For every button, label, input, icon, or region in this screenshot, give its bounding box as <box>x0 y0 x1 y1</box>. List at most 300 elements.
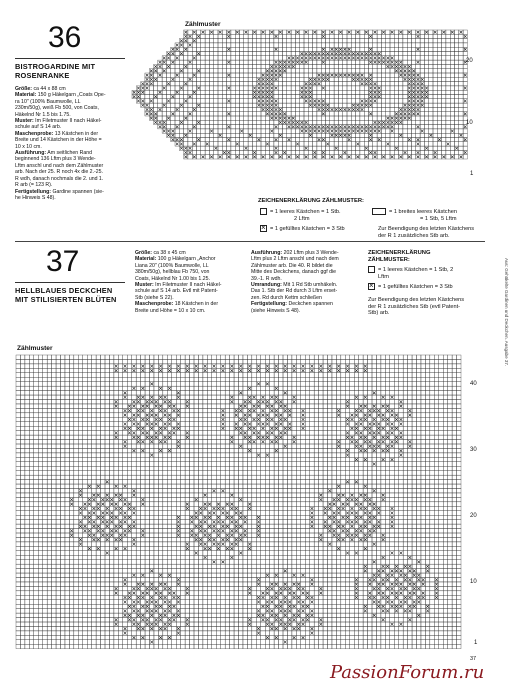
filled-cell-mark <box>368 431 371 434</box>
grid-cell <box>25 373 29 377</box>
grid-cell <box>437 60 441 64</box>
grid-cell <box>399 377 403 381</box>
filled-cell-mark <box>270 74 273 77</box>
grid-cell <box>381 142 385 146</box>
grid-cell <box>296 422 300 426</box>
grid-cell <box>240 133 244 137</box>
grid-cell <box>34 377 38 381</box>
grid-cell <box>20 359 24 363</box>
grid-cell <box>96 364 100 368</box>
filled-cell-mark <box>219 31 222 34</box>
filled-cell-mark <box>275 147 278 150</box>
grid-cell <box>175 129 179 133</box>
grid-cell <box>87 404 91 408</box>
grid-cell <box>317 120 321 124</box>
grid-cell <box>274 30 278 34</box>
grid-cell <box>390 82 394 86</box>
grid-cell <box>399 386 403 390</box>
filled-cell-mark <box>150 400 153 403</box>
grid-cell <box>265 64 269 68</box>
grid-cell <box>198 435 202 439</box>
grid-cell <box>429 47 433 51</box>
grid-cell <box>310 386 314 390</box>
grid-cell <box>244 99 248 103</box>
grid-cell <box>118 377 122 381</box>
filled-cell-mark <box>168 418 171 421</box>
grid-cell <box>190 435 194 439</box>
grid-cell <box>201 125 205 129</box>
grid-cell <box>184 120 188 124</box>
grid-cell <box>162 77 166 81</box>
grid-cell <box>105 364 109 368</box>
grid-cell <box>450 133 454 137</box>
grid-cell <box>214 82 218 86</box>
filled-cell-mark <box>262 396 265 399</box>
grid-cell <box>455 112 459 116</box>
grid-cell <box>222 95 226 99</box>
grid-cell <box>256 359 260 363</box>
grid-cell <box>198 377 202 381</box>
grid-cell <box>425 382 429 386</box>
grid-cell <box>101 435 105 439</box>
grid-cell <box>244 86 248 90</box>
grid-cell <box>399 47 403 51</box>
grid-cell <box>222 64 226 68</box>
grid-cell <box>332 368 336 372</box>
grid-cell <box>179 90 183 94</box>
grid-cell <box>450 90 454 94</box>
grid-cell <box>338 39 342 43</box>
grid-cell <box>214 155 218 159</box>
grid-cell <box>265 138 269 142</box>
grid-cell <box>368 359 372 363</box>
grid-cell <box>403 391 407 395</box>
filled-cell-mark <box>400 400 403 403</box>
filled-cell-mark <box>177 423 180 426</box>
grid-cell <box>459 56 463 60</box>
grid-cell <box>442 146 446 150</box>
grid-cell <box>278 34 282 38</box>
grid-cell <box>463 142 467 146</box>
filled-cell-mark <box>283 113 286 116</box>
grid-cell <box>421 364 425 368</box>
filled-cell-mark <box>249 134 252 137</box>
filled-cell-mark <box>248 396 251 399</box>
filled-cell-mark <box>159 369 162 372</box>
grid-cell <box>287 77 291 81</box>
grid-cell <box>96 355 100 359</box>
grid-cell <box>65 364 69 368</box>
grid-cell <box>109 368 113 372</box>
grid-cell <box>377 107 381 111</box>
grid-cell <box>347 142 351 146</box>
grid-cell <box>394 155 398 159</box>
grid-cell <box>218 120 222 124</box>
filled-cell-mark <box>301 130 304 133</box>
grid-cell <box>179 73 183 77</box>
grid-cell <box>334 116 338 120</box>
filled-cell-mark <box>133 387 136 390</box>
grid-cell <box>181 391 185 395</box>
grid-cell <box>417 364 421 368</box>
grid-cell <box>20 395 24 399</box>
filled-cell-mark <box>137 100 140 103</box>
grid-cell <box>136 359 140 363</box>
filled-cell-mark <box>180 104 183 107</box>
grid-cell <box>198 422 202 426</box>
filled-cell-mark <box>356 143 359 146</box>
grid-cell <box>52 382 56 386</box>
grid-cell <box>369 39 373 43</box>
grid-cell <box>287 359 291 363</box>
grid-cell <box>185 386 189 390</box>
grid-cell <box>239 413 243 417</box>
grid-cell <box>158 69 162 73</box>
filled-cell-mark <box>361 82 364 85</box>
grid-cell <box>194 395 198 399</box>
grid-cell <box>295 95 299 99</box>
filled-cell-mark <box>377 431 380 434</box>
grid-cell <box>231 30 235 34</box>
filled-cell-mark <box>309 82 312 85</box>
filled-cell-mark <box>168 423 171 426</box>
grid-cell <box>296 413 300 417</box>
grid-cell <box>450 103 454 107</box>
grid-cell <box>163 417 167 421</box>
grid-cell <box>270 120 274 124</box>
grid-cell <box>448 382 452 386</box>
filled-cell-mark <box>331 130 334 133</box>
grid-cell <box>360 47 364 51</box>
filled-cell-mark <box>408 31 411 34</box>
grid-cell <box>412 142 416 146</box>
filled-cell-mark <box>155 414 158 417</box>
grid-cell <box>424 43 428 47</box>
grid-cell <box>412 133 416 137</box>
filled-cell-mark <box>301 95 304 98</box>
filled-cell-mark <box>391 427 394 430</box>
grid-cell <box>201 146 205 150</box>
grid-cell <box>437 34 441 38</box>
grid-cell <box>214 129 218 133</box>
filled-cell-mark <box>266 143 269 146</box>
grid-cell <box>252 364 256 368</box>
grid-cell <box>386 95 390 99</box>
grid-cell <box>360 112 364 116</box>
grid-cell <box>118 386 122 390</box>
grid-cell <box>394 133 398 137</box>
grid-cell <box>407 142 411 146</box>
filled-cell-mark <box>270 82 273 85</box>
filled-cell-mark <box>311 365 314 368</box>
filled-cell-mark <box>270 91 273 94</box>
filled-cell-mark <box>309 87 312 90</box>
grid-cell <box>225 368 229 372</box>
grid-cell <box>252 103 256 107</box>
grid-cell <box>16 359 20 363</box>
filled-cell-mark <box>133 436 136 439</box>
grid-cell <box>390 377 394 381</box>
grid-cell <box>34 359 38 363</box>
grid-cell <box>145 355 149 359</box>
grid-cell <box>279 359 283 363</box>
grid-cell <box>243 364 247 368</box>
filled-cell-mark <box>395 117 398 120</box>
grid-cell <box>459 39 463 43</box>
grid-cell <box>109 408 113 412</box>
grid-cell <box>408 426 412 430</box>
grid-cell <box>235 99 239 103</box>
grid-cell <box>201 47 205 51</box>
grid-cell <box>270 47 274 51</box>
grid-cell <box>368 373 372 377</box>
grid-cell <box>448 368 452 372</box>
grid-cell <box>421 400 425 404</box>
filled-cell-mark <box>421 91 424 94</box>
grid-cell <box>437 99 441 103</box>
grid-cell <box>399 426 403 430</box>
grid-cell <box>373 34 377 38</box>
grid-cell <box>421 395 425 399</box>
grid-cell <box>407 125 411 129</box>
filled-cell-mark <box>425 87 428 90</box>
grid-cell <box>308 150 312 154</box>
grid-cell <box>248 56 252 60</box>
filled-cell-mark <box>141 82 144 85</box>
grid-cell <box>270 34 274 38</box>
grid-cell <box>101 359 105 363</box>
grid-cell <box>310 395 314 399</box>
grid-cell <box>270 386 274 390</box>
grid-cell <box>222 99 226 103</box>
grid-cell <box>105 422 109 426</box>
grid-cell <box>319 373 323 377</box>
grid-cell <box>252 120 256 124</box>
grid-cell <box>78 408 82 412</box>
grid-cell <box>235 150 239 154</box>
grid-cell <box>437 142 441 146</box>
grid-cell <box>425 377 429 381</box>
grid-cell <box>313 146 317 150</box>
grid-cell <box>201 142 205 146</box>
grid-cell <box>209 73 213 77</box>
grid-cell <box>364 138 368 142</box>
grid-cell <box>313 47 317 51</box>
grid-cell <box>192 129 196 133</box>
grid-cell <box>351 64 355 68</box>
grid-cell <box>364 120 368 124</box>
grid-cell <box>83 355 87 359</box>
grid-cell <box>214 112 218 116</box>
grid-cell <box>399 413 403 417</box>
grid-cell <box>231 69 235 73</box>
side-caption: Aus: Gehäkelte Gardinen und Deckchen. Ausgabe 37. <box>504 258 509 367</box>
filled-cell-mark <box>346 369 349 372</box>
grid-cell <box>330 34 334 38</box>
filled-cell-mark <box>173 405 176 408</box>
grid-cell <box>373 77 377 81</box>
grid-cell <box>287 391 291 395</box>
grid-cell <box>61 395 65 399</box>
grid-cell <box>403 422 407 426</box>
filled-cell-mark <box>412 87 415 90</box>
grid-cell <box>421 431 425 435</box>
grid-cell <box>216 431 220 435</box>
filled-cell-mark <box>227 151 230 154</box>
grid-cell <box>356 47 360 51</box>
grid-cell <box>308 73 312 77</box>
grid-cell <box>227 52 231 56</box>
grid-cell <box>457 368 461 372</box>
grid-cell <box>291 142 295 146</box>
filled-cell-mark <box>270 418 273 421</box>
filled-cell-mark <box>305 91 308 94</box>
grid-cell <box>412 377 416 381</box>
grid-cell <box>47 377 51 381</box>
grid-cell <box>197 142 201 146</box>
filled-cell-mark <box>146 104 149 107</box>
grid-cell <box>313 43 317 47</box>
grid-cell <box>163 404 167 408</box>
grid-cell <box>197 47 201 51</box>
grid-cell <box>52 422 56 426</box>
grid-cell <box>308 138 312 142</box>
grid-cell <box>347 82 351 86</box>
grid-cell <box>47 426 51 430</box>
grid-cell <box>163 355 167 359</box>
grid-cell <box>69 400 73 404</box>
grid-cell <box>207 426 211 430</box>
grid-cell <box>209 120 213 124</box>
grid-cell <box>430 417 434 421</box>
grid-cell <box>252 69 256 73</box>
grid-cell <box>216 400 220 404</box>
grid-cell <box>446 56 450 60</box>
grid-cell <box>16 364 20 368</box>
filled-cell-mark <box>296 121 299 124</box>
filled-cell-mark <box>391 125 394 128</box>
grid-cell <box>295 107 299 111</box>
grid-cell <box>257 142 261 146</box>
grid-cell <box>390 417 394 421</box>
grid-cell <box>244 73 248 77</box>
grid-cell <box>350 368 354 372</box>
grid-cell <box>463 77 467 81</box>
filled-cell-mark <box>176 125 179 128</box>
grid-cell <box>443 404 447 408</box>
grid-cell <box>328 431 332 435</box>
grid-cell <box>433 69 437 73</box>
grid-cell <box>394 47 398 51</box>
grid-cell <box>399 408 403 412</box>
grid-cell <box>385 386 389 390</box>
grid-cell <box>446 77 450 81</box>
filled-cell-mark <box>400 423 403 426</box>
grid-cell <box>16 426 20 430</box>
grid-cell <box>376 364 380 368</box>
grid-cell <box>209 90 213 94</box>
grid-cell <box>412 155 416 159</box>
grid-cell <box>291 155 295 159</box>
filled-cell-mark <box>339 134 342 137</box>
filled-cell-mark <box>163 104 166 107</box>
grid-cell <box>56 435 60 439</box>
filled-cell-mark <box>159 121 162 124</box>
grid-cell <box>179 56 183 60</box>
grid-cell <box>463 52 467 56</box>
filled-cell-mark <box>382 121 385 124</box>
filled-cell-mark <box>177 365 180 368</box>
grid-cell <box>205 77 209 81</box>
grid-cell <box>446 69 450 73</box>
grid-cell <box>433 77 437 81</box>
filled-cell-mark <box>227 61 230 64</box>
grid-cell <box>20 377 24 381</box>
grid-cell <box>181 431 185 435</box>
grid-cell <box>296 408 300 412</box>
grid-cell <box>247 431 251 435</box>
grid-cell <box>47 417 51 421</box>
grid-cell <box>308 107 312 111</box>
grid-cell <box>412 395 416 399</box>
grid-cell <box>416 56 420 60</box>
grid-cell <box>381 422 385 426</box>
filled-cell-mark <box>262 427 265 430</box>
grid-cell <box>240 34 244 38</box>
grid-cell <box>345 391 349 395</box>
filled-cell-mark <box>239 365 242 368</box>
grid-cell <box>212 395 216 399</box>
filled-cell-mark <box>337 409 340 412</box>
grid-cell <box>172 373 176 377</box>
grid-cell <box>265 125 269 129</box>
grid-cell <box>448 404 452 408</box>
grid-cell <box>25 404 29 408</box>
pattern-36-title <box>15 62 95 80</box>
grid-cell <box>403 34 407 38</box>
grid-cell <box>377 43 381 47</box>
filled-cell-mark <box>248 423 251 426</box>
grid-cell <box>261 47 265 51</box>
grid-cell <box>291 138 295 142</box>
grid-cell <box>216 426 220 430</box>
filled-cell-mark <box>244 418 247 421</box>
filled-cell-mark <box>155 423 158 426</box>
filled-cell-mark <box>377 409 380 412</box>
grid-cell <box>201 99 205 103</box>
filled-cell-mark <box>172 52 175 55</box>
grid-cell <box>16 435 20 439</box>
grid-cell <box>439 426 443 430</box>
filled-cell-mark <box>352 74 355 77</box>
grid-cell <box>205 112 209 116</box>
grid-cell <box>154 408 158 412</box>
grid-cell <box>390 99 394 103</box>
filled-cell-mark <box>230 365 233 368</box>
grid-cell <box>234 368 238 372</box>
grid-cell <box>172 413 176 417</box>
grid-cell <box>296 377 300 381</box>
filled-cell-mark <box>266 74 269 77</box>
grid-cell <box>207 368 211 372</box>
grid-cell <box>252 56 256 60</box>
filled-cell-mark <box>313 82 316 85</box>
grid-cell <box>74 368 78 372</box>
grid-cell <box>212 413 216 417</box>
grid-cell <box>296 368 300 372</box>
grid-cell <box>330 138 334 142</box>
filled-cell-mark <box>176 74 179 77</box>
